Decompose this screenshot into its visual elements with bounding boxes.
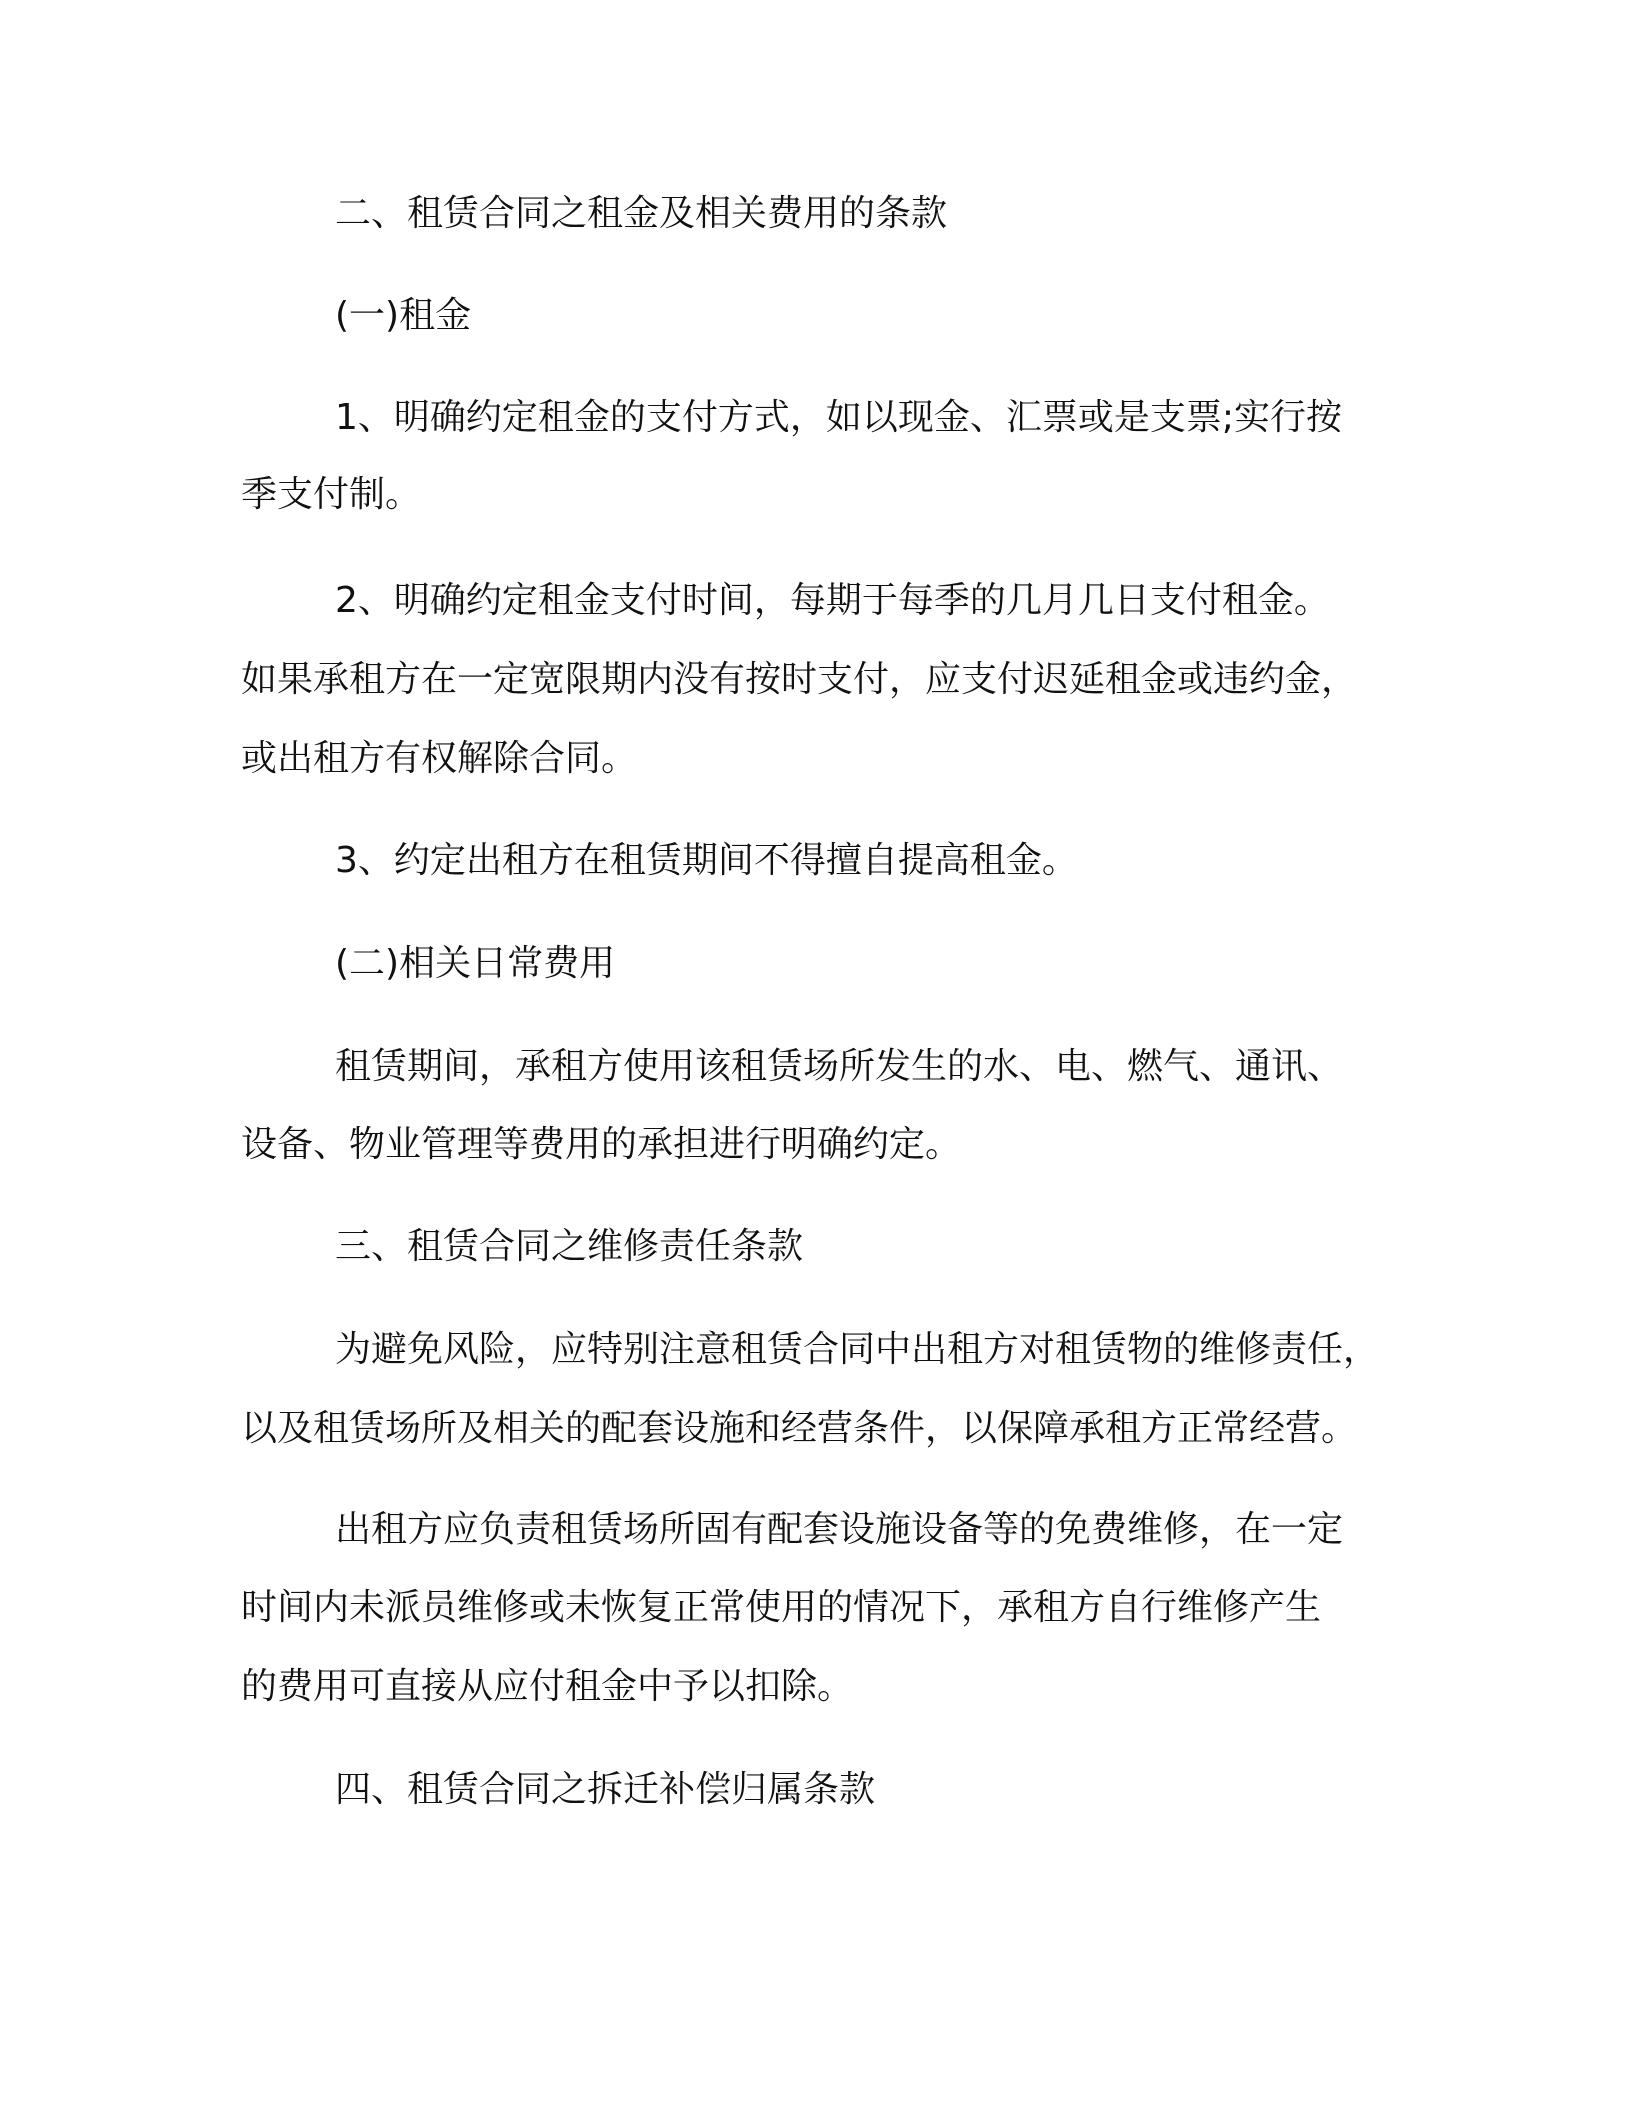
text-line: 二、租赁合同之租金及相关费用的条款: [335, 193, 948, 234]
text-line: 出租方应负责租赁场所固有配套设施设备等的免费维修，在一定: [335, 1509, 1344, 1550]
text-line: 2、明确约定租金支付时间，每期于每季的几月几日支付租金。: [335, 580, 1330, 621]
text-line: 时间内未派员维修或未恢复正常使用的情况下，承租方自行维修产生: [241, 1587, 1322, 1628]
text-line: 三、租赁合同之维修责任条款: [335, 1226, 804, 1267]
text-line: 租赁期间，承租方使用该租赁场所发生的水、电、燃气、通讯、: [335, 1046, 1344, 1087]
text-line: 设备、物业管理等费用的承担进行明确约定。: [241, 1124, 962, 1165]
text-line: 如果承租方在一定宽限期内没有按时支付，应支付迟延租金或违约金，: [241, 659, 1358, 700]
text-line: (一)租金: [335, 295, 472, 336]
text-line: 1、明确约定租金的支付方式，如以现金、汇票或是支票;实行按: [335, 397, 1343, 438]
text-line: (二)相关日常费用: [335, 943, 616, 984]
text-line: 为避免风险，应特别注意租赁合同中出租方对租赁物的维修责任，: [335, 1329, 1380, 1370]
text-line: 的费用可直接从应付租金中予以扣除。: [241, 1666, 854, 1707]
text-line: 3、约定出租方在租赁期间不得擅自提高租金。: [335, 840, 1078, 881]
text-line: 季支付制。: [241, 474, 422, 515]
text-line: 四、租赁合同之拆迁补偿归属条款: [335, 1769, 876, 1810]
text-line: 以及租赁场所及相关的配套设施和经营条件，以保障承租方正常经营。: [241, 1408, 1358, 1449]
text-line: 或出租方有权解除合同。: [241, 738, 638, 779]
